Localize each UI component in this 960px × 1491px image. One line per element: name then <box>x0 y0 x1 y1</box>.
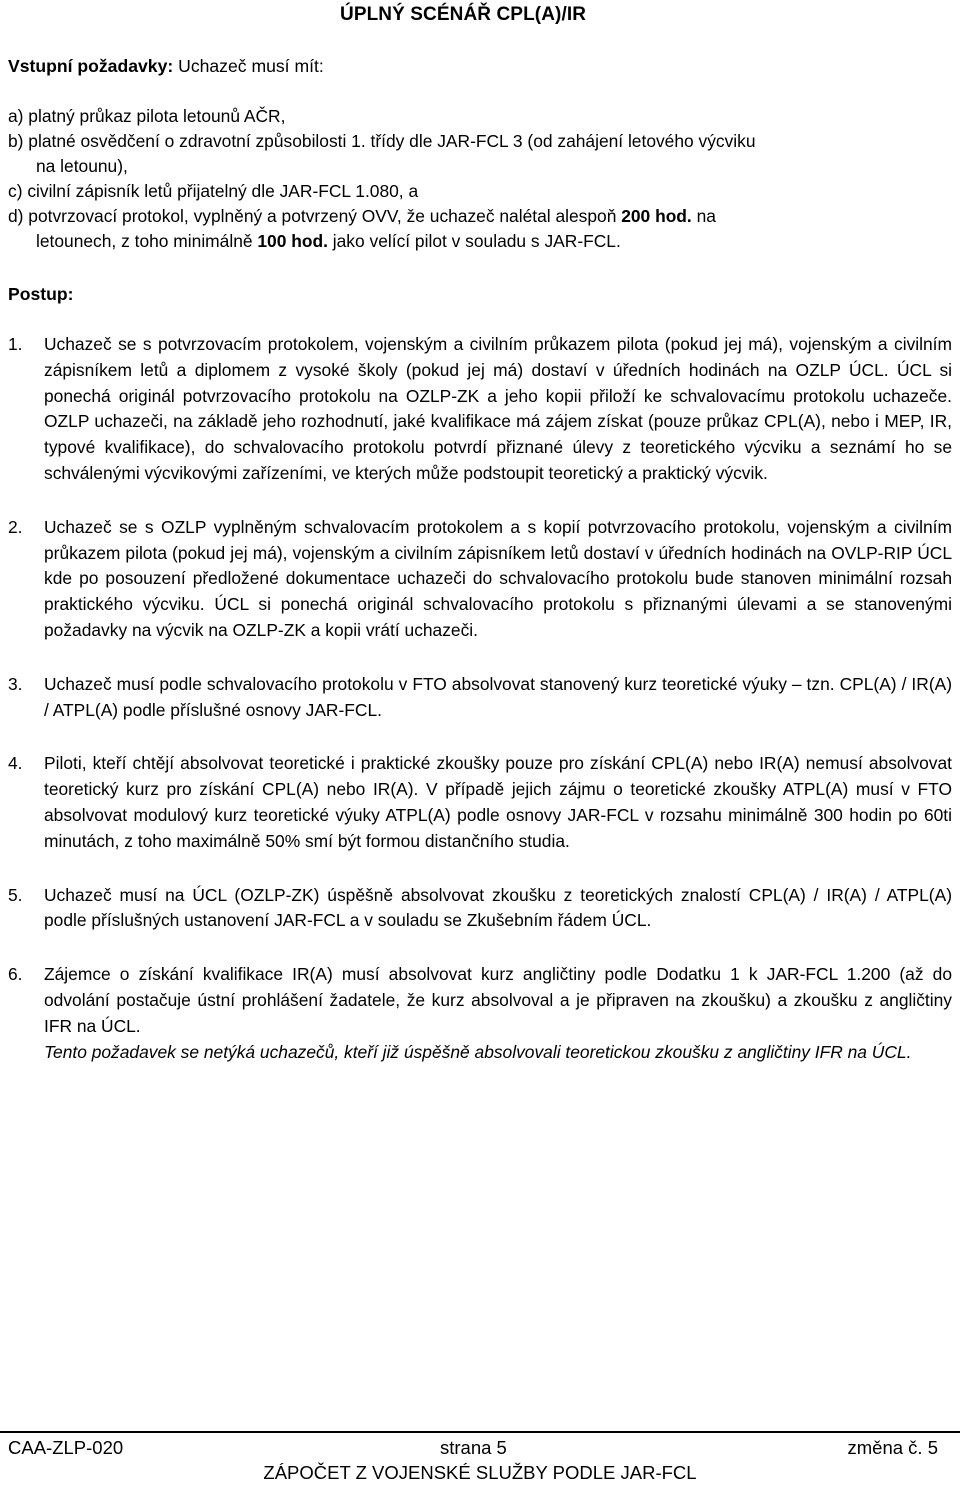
requirements-heading-line <box>8 56 324 77</box>
step-number: 4. <box>8 753 23 774</box>
procedure-step-6 <box>8 962 952 1065</box>
step-text: Uchazeč musí na ÚCL (OZLP-ZK) úspěšně absolvovat zkoušku z teoretických znalostí CPL(A) / IR(A) / ATPL(A) podle příslušných ustanovení JAR-FCL a v souladu se Zkušebním řádem ÚCL. <box>44 884 952 931</box>
procedure-step-2 <box>8 515 952 644</box>
procedure-step-5 <box>8 883 952 935</box>
requirement-item-continuation <box>8 229 952 254</box>
step-number: 2. <box>8 516 23 537</box>
step-number: 1. <box>8 334 23 354</box>
footer-divider <box>0 1431 960 1433</box>
requirements-heading: Vstupní požadavky: <box>8 56 174 76</box>
footer-page-number: strana 5 <box>440 1437 507 1458</box>
procedure-steps <box>8 332 952 1065</box>
step-text: Zájemce o získání kvalifikace IR(A) musí absolvovat kurz angličtiny podle Dodatku 1 k JAR-FCL 1.200 (až do odvolání postačuje ústní prohlášení žadatele, že kurz absolvoval a je připraven na zkoušku) a zkoušku z angličtiny IFR na ÚCL. <box>44 964 952 1036</box>
requirement-item-d <box>8 204 952 254</box>
requirement-item-text: b) platné osvědčení o zdravotní způsobilosti 1. třídy dle JAR-FCL 3 (od zahájení letového výcviku <box>8 131 756 151</box>
procedure-step-1 <box>8 332 952 487</box>
requirement-item-text: c) civilní zápisník letů přijatelný dle JAR-FCL 1.080, a <box>8 181 419 201</box>
footer-subtitle: ZÁPOČET Z VOJENSKÉ SLUŽBY PODLE JAR-FCL <box>263 1462 697 1483</box>
item-d-pic-hours: 100 hod. <box>257 231 328 251</box>
step-text: Uchazeč se s OZLP vyplněným schvalovacím protokolem a s kopií potvrzovacího protokolu, vojenským a civilním průkazem pilota (pokud jej má), vojenským a civilním zápisníkem letů dostaví v úředních hodinách na OVLP-RIP ÚCL kde po posouzení předložené dokumentace uchazeči do schvalovacího protokolu bude stanoven minimální rozsah praktického výcviku. ÚCL si ponechá originál schvalovacího protokolu s přiznanými úlevami a se stanovenými požadavky na výcvik na OZLP-ZK a kopii vrátí uchazeči. <box>44 516 952 640</box>
item-d-part: letounech, z toho minimálně <box>36 231 258 251</box>
requirement-item-b <box>8 129 952 179</box>
footer-change-number: změna č. 5 <box>847 1437 938 1458</box>
item-d-hours: 200 hod. <box>621 206 692 226</box>
requirement-item-continuation: na letounu), <box>36 156 128 176</box>
footer-doc-id: CAA-ZLP-020 <box>8 1437 124 1458</box>
requirement-item-c <box>8 179 952 204</box>
requirement-item-text: a) platný průkaz pilota letounů AČR, <box>8 106 286 126</box>
item-d-part: jako velící pilot v souladu s JAR-FCL. <box>327 231 621 251</box>
step-text: Piloti, kteří chtějí absolvovat teoretické i praktické zkoušky pouze pro získání CPL(A) nebo IR(A) nemusí absolvovat teoretický kurz pro získání CPL(A) nebo IR(A). V případě jejich zájmu o teoretické zkoušky ATPL(A) musí v FTO absolvovat modulový kurz teoretické výuky ATPL(A) podle osnovy JAR-FCL v rozsahu minimálně 300 hodin po 60ti minutách, z toho maximálně 50% smí být formou distančního studia. <box>44 753 952 851</box>
step-note: Tento požadavek se netýká uchazečů, kteří již úspěšně absolvovali teoretickou zkoušku z angličtiny IFR na ÚCL. <box>44 1041 912 1062</box>
step-text: Uchazeč se s potvrzovacím protokolem, vojenským a civilním průkazem pilota (pokud jej má), vojenským a civilním zápisníkem letů a diplomem z vysoké školy (pokud jej má) dostaví v úředních hodinách na OZLP ÚCL. ÚCL si ponechá originál potvrzovacího protokolu na OZLP-ZK a jeho kopii přiloží ke schvalovacímu protokolu uchazeče. OZLP uchazeči, na základě jeho rozhodnutí, jaké kvalifikace má zájem získat (pouze průkaz CPL(A), nebo i MEP, IR, typové kvalifikace), do schvalovacího protokolu potvrdí přiznané úlevy z teoretického výcviku a seznámí ho se schválenými výcvikovými zařízeními, ve kterých může podstoupit teoretický a praktický výcvik. <box>44 334 952 483</box>
procedure-step-3 <box>8 672 952 724</box>
requirement-item-text <box>8 204 952 229</box>
item-d-part: na <box>691 206 716 226</box>
step-number: 3. <box>8 673 23 694</box>
step-number: 6. <box>8 964 23 985</box>
page-title: ÚPLNÝ SCÉNÁŘ CPL(A)/IR <box>340 4 587 25</box>
step-text: Uchazeč musí podle schvalovacího protokolu v FTO absolvovat stanovený kurz teoretické výuky – tzn. CPL(A) / IR(A) / ATPL(A) podle příslušné osnovy JAR-FCL. <box>44 673 952 720</box>
procedure-step-4 <box>8 751 952 854</box>
procedure-heading: Postup: <box>8 284 74 304</box>
step-number: 5. <box>8 884 23 905</box>
item-d-part: d) potvrzovací protokol, vyplněný a potvrzený OVV, že uchazeč nalétal alespoň <box>8 206 622 226</box>
requirements-intro: Uchazeč musí mít: <box>173 56 324 76</box>
requirements-list <box>8 104 952 254</box>
requirement-item-a <box>8 104 952 129</box>
